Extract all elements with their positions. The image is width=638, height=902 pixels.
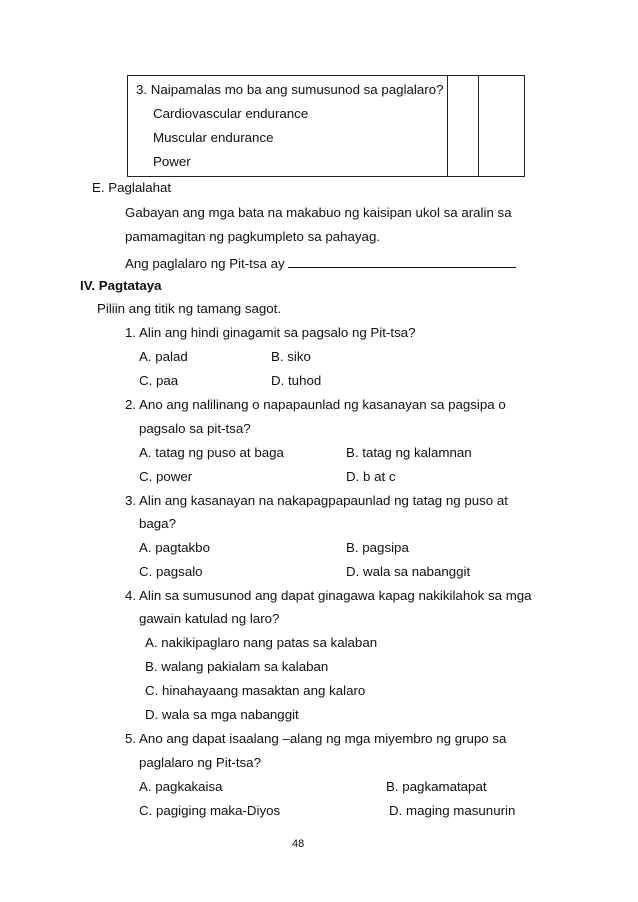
question-4-continued: gawain katulad ng laro? <box>139 611 280 626</box>
choice-a[interactable]: A. pagtakbo <box>139 540 210 555</box>
choice-d[interactable]: D. wala sa nabanggit <box>346 564 471 579</box>
question-1: 1. Alin ang hindi ginagamit sa pagsalo ng Pit-tsa? <box>125 325 416 340</box>
table-option: Power <box>153 154 191 169</box>
choice-d[interactable]: D. wala sa mga nabanggit <box>145 707 299 722</box>
answer-box-no[interactable] <box>479 76 525 177</box>
choice-a[interactable]: A. palad <box>139 349 188 364</box>
question-3-continued: baga? <box>139 516 176 531</box>
question-5-continued: paglalaro ng Pit-tsa? <box>139 755 261 770</box>
question-5: 5. Ano ang dapat isaalang –alang ng mga miyembro ng grupo sa <box>125 731 507 746</box>
table-row <box>128 76 525 177</box>
page-number: 48 <box>292 838 305 850</box>
choice-b[interactable]: B. siko <box>271 349 311 364</box>
choice-b[interactable]: B. tatag ng kalamnan <box>346 445 472 460</box>
question-2-continued: pagsalo sa pit-tsa? <box>139 421 251 436</box>
table-question-cell <box>128 76 448 177</box>
choice-a[interactable]: A. tatag ng puso at baga <box>139 445 284 460</box>
instruction-text: Piliin ang titik ng tamang sagot. <box>97 301 282 316</box>
evaluation-table <box>127 75 525 177</box>
section-e-text: pamamagitan ng pagkumpleto sa pahayag. <box>125 229 381 244</box>
choice-d[interactable]: D. tuhod <box>271 373 322 388</box>
question-4: 4. Alin sa sumusunod ang dapat ginagawa kapag nakikilahok sa mga <box>125 588 532 603</box>
choice-c[interactable]: C. paa <box>139 373 179 388</box>
choice-c[interactable]: C. pagsalo <box>139 564 203 579</box>
choice-b[interactable]: B. pagkamatapat <box>386 779 487 794</box>
question-2: 2. Ano ang nalilinang o napapaunlad ng kasanayan sa pagsipa o <box>125 397 506 412</box>
table-option: Muscular endurance <box>153 130 274 145</box>
choice-c[interactable]: C. pagiging maka-Diyos <box>139 803 281 818</box>
choice-c[interactable]: C. hinahayaang masaktan ang kalaro <box>145 683 366 698</box>
choice-d[interactable]: D. b at c <box>346 469 396 484</box>
completion-prompt <box>125 254 516 272</box>
answer-blank[interactable] <box>288 254 516 268</box>
choice-b[interactable]: B. pagsipa <box>346 540 409 555</box>
question-3: 3. Alin ang kasanayan na nakapagpapaunlad ng tatag ng puso at <box>125 493 508 508</box>
choice-a[interactable]: A. pagkakaisa <box>139 779 223 794</box>
answer-box-yes[interactable] <box>448 76 479 177</box>
section-iv-heading: IV. Pagtataya <box>80 278 162 293</box>
choice-c[interactable]: C. power <box>139 469 193 484</box>
section-e-text: Gabayan ang mga bata na makabuo ng kaisipan ukol sa aralin sa <box>125 205 512 220</box>
prompt-text: Ang paglalaro ng Pit-tsa ay <box>125 256 285 271</box>
section-e-heading: E. Paglalahat <box>92 180 172 195</box>
table-option: Cardiovascular endurance <box>153 106 309 121</box>
choice-d[interactable]: D. maging masunurin <box>389 803 516 818</box>
choice-a[interactable]: A. nakikipaglaro nang patas sa kalaban <box>145 635 378 650</box>
table-question: 3. Naipamalas mo ba ang sumusunod sa paglalaro? <box>136 82 444 97</box>
choice-b[interactable]: B. walang pakialam sa kalaban <box>145 659 329 674</box>
